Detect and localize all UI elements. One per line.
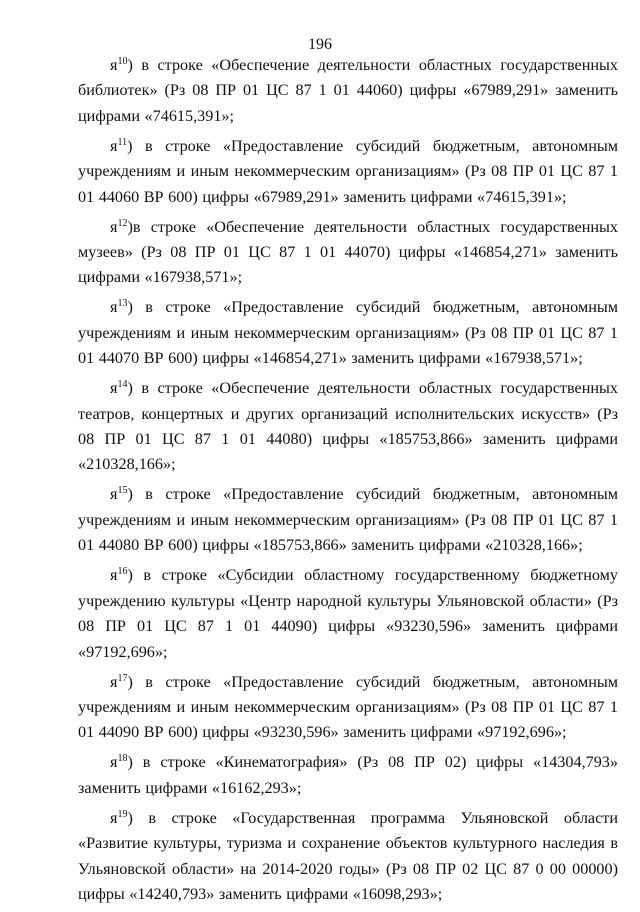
page-number: 196 [308,36,332,53]
paragraph-text: )в строке «Обеспечение деятельности областных государственных музеев» (Рз 08 ПР 01 ЦС 87 1 01 44070) цифры «146854,271» заменить цифрами «167938,571»; [78,217,618,287]
item-letter: я [110,298,118,317]
document-body [78,53,618,912]
item-number: 19 [117,808,128,820]
item-letter: я [110,217,118,236]
item-number: 17 [117,672,128,684]
paragraph-14 [78,376,618,478]
item-letter: я [110,566,118,585]
paragraph-text: ) в строке «Субсидии областному государственному бюджетному учреждению культуры «Центр народной культуры Ульяновской области» (Рз 08 ПР 01 ЦС 87 1 01 44090) цифры «93230,596» заменить цифрами «97192,696»; [78,566,618,661]
paragraph-11 [78,134,618,210]
paragraph-text: ) в строке «Предоставление субсидий бюджетным, автономным учреждениям и иным некоммерческим организациям» (Рз 08 ПР 01 ЦС 87 1 01 44080 ВР 600) цифры «185753,866» заменить цифрами «210328,166»; [78,485,618,555]
paragraph-text: ) в строке «Предоставление субсидий бюджетным, автономным учреждениям и иным некоммерческим организациям» (Рз 08 ПР 01 ЦС 87 1 01 44060 ВР 600) цифры «67989,291» заменить цифрами «74615,391»; [78,136,618,206]
paragraph-16 [78,563,618,665]
item-number: 12 [117,217,128,229]
item-letter: я [110,672,118,691]
paragraph-17 [78,670,618,746]
paragraph-text: ) в строке «Обеспечение деятельности областных государственных библиотек» (Рз 08 ПР 01 ЦС 87 1 01 44060) цифры «67989,291» заменить цифрами «74615,391»; [78,56,618,125]
paragraph-12 [78,215,618,291]
item-number: 15 [117,485,128,497]
paragraph-text: ) в строке «Обеспечение деятельности областных государственных театров, концертных и других организаций исполнительских искусств» (Рз 08 ПР 01 ЦС 87 1 01 44080) цифры «185753,866» заменить цифрами «210328,166»; [78,379,618,474]
item-letter: я [110,485,118,504]
item-letter: я [110,56,118,74]
paragraph-15 [78,482,618,558]
item-number: 10 [117,56,128,67]
paragraph-text: ) в строке «Кинематография» (Рз 08 ПР 02) цифры «14304,793» заменить цифрами «16162,293»; [78,753,618,797]
paragraph-19 [78,806,618,908]
paragraph-13 [78,295,618,371]
paragraph-text: ) в строке «Предоставление субсидий бюджетным, автономным учреждениям и иным некоммерческим организациям» (Рз 08 ПР 01 ЦС 87 1 01 44070 ВР 600) цифры «146854,271» заменить цифрами «167938,571»; [78,298,618,368]
item-number: 18 [117,753,128,765]
item-letter: я [110,753,118,772]
paragraph-text: ) в строке «Государственная программа Ульяновской области «Развитие культуры, туризма и сохранение объектов культурного наследия в Ульяновской области» на 2014-2020 годы» (Рз 08 ПР 02 ЦС 87 0 00 00000) цифры «14240,793» заменить цифрами «16098,293»; [78,808,618,903]
paragraph-text: ) в строке «Предоставление субсидий бюджетным, автономным учреждениям и иным некоммерческим организациям» (Рз 08 ПР 01 ЦС 87 1 01 44090 ВР 600) цифры «93230,596» заменить цифрами «97192,696»; [78,672,618,742]
item-number: 16 [117,566,128,578]
item-number: 11 [117,136,128,148]
paragraph-18 [78,750,618,801]
item-number: 13 [117,298,128,310]
paragraph-10 [78,53,618,129]
item-letter: я [110,808,118,827]
item-letter: я [110,136,118,155]
item-letter: я [110,379,118,398]
item-number: 14 [117,379,128,391]
